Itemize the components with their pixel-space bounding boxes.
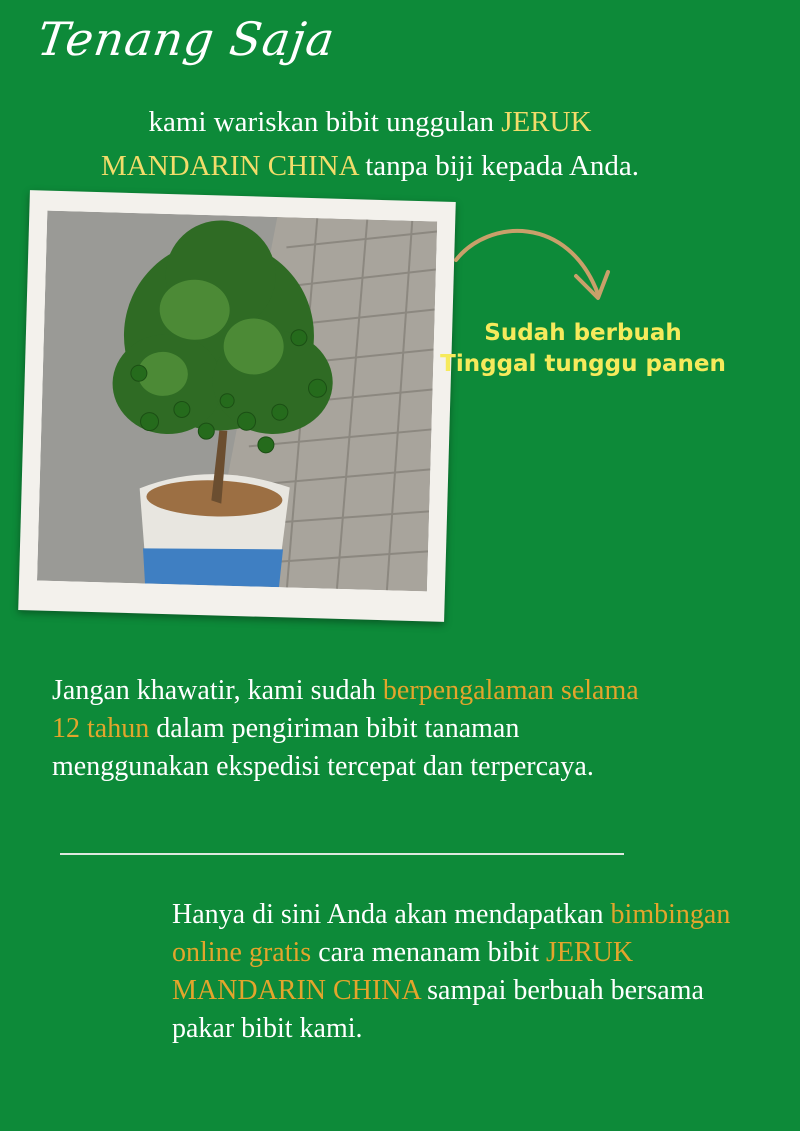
experience-paragraph	[52, 672, 672, 786]
harvest-callout	[438, 318, 728, 380]
curved-arrow-icon	[448, 214, 618, 309]
para2-part1: Hanya di sini Anda akan mendapatkan	[172, 899, 611, 930]
intro-part1: kami wariskan bibit unggulan	[148, 106, 502, 138]
para2-highlight-product: JERUK MANDARIN CHINA	[172, 937, 634, 1006]
intro-text	[40, 100, 700, 188]
para1-part2: dalam pengiriman bibit tanaman menggunakan ekspedisi tercepat dan terpercaya.	[52, 713, 594, 782]
intro-part2: tanpa biji kepada Anda.	[357, 150, 640, 182]
intro-highlight-product: JERUK	[501, 106, 592, 138]
para2-part3: sampai berbuah bersama pakar bibit kami.	[172, 975, 704, 1044]
para1-part1: Jangan khawatir, kami sudah	[52, 675, 383, 706]
photo-frame	[18, 190, 456, 622]
para2-part2: cara menanam bibit	[311, 937, 546, 968]
guidance-paragraph	[172, 896, 772, 1048]
section-divider	[60, 853, 624, 855]
page-title: Tenang Saja	[34, 12, 339, 66]
callout-line1: Sudah berbuah	[484, 320, 682, 346]
intro-highlight-product-2: MANDARIN CHINA	[100, 150, 358, 182]
orange-tree-illustration	[37, 211, 437, 592]
para2-highlight-guidance: bimbingan online gratis	[172, 899, 731, 968]
callout-line2: Tinggal tunggu panen	[440, 351, 726, 377]
orange-tree-photo	[37, 211, 437, 592]
para1-highlight: berpengalaman selama 12 tahun	[52, 675, 639, 744]
